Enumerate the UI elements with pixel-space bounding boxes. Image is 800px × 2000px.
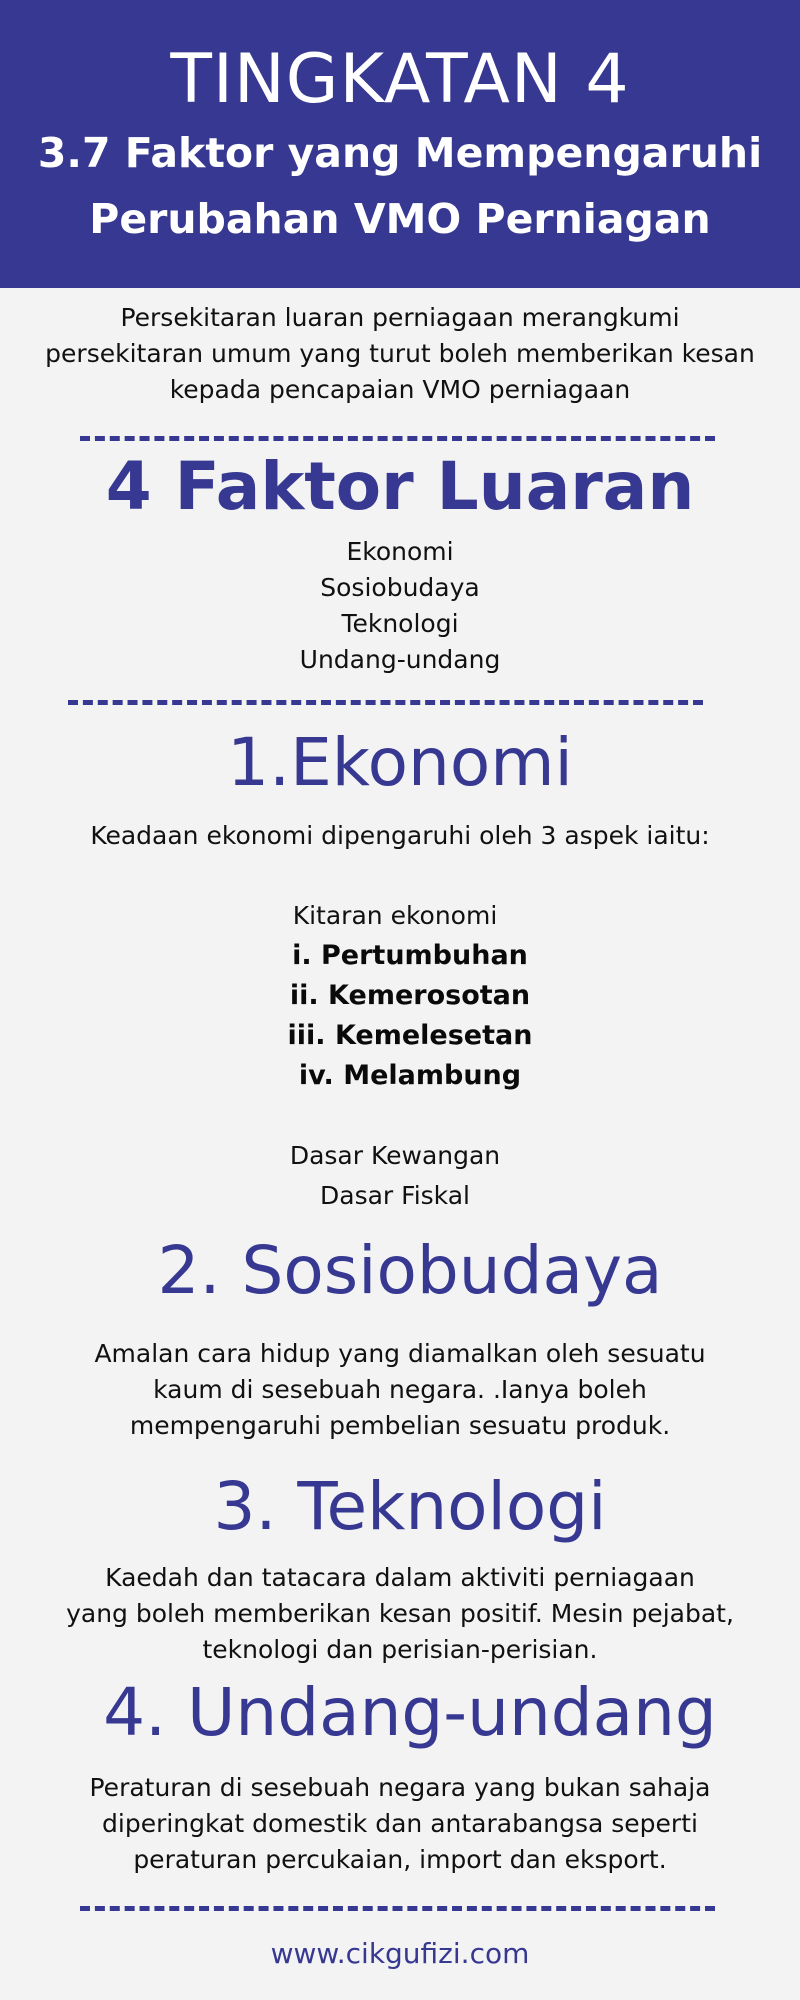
intro-line: kepada pencapaian VMO perniagaan <box>169 375 631 404</box>
sociocultural-heading: 2. Sosiobudaya <box>157 1232 663 1309</box>
monetary-policy: Dasar Kewangan <box>289 1141 501 1170</box>
factor-item-sosiobudaya: Sosiobudaya <box>320 573 480 602</box>
factors-list <box>0 534 800 678</box>
sociocultural-line: kaum di sesebuah negara. .Ianya boleh <box>153 1375 647 1404</box>
technology-line: Kaedah dan tatacara dalam aktiviti perniagaan <box>105 1563 695 1592</box>
technology-heading: 3. Teknologi <box>213 1468 607 1545</box>
sociocultural-paragraph <box>0 1336 800 1444</box>
topic-title <box>0 120 800 252</box>
level-title: TINGKATAN 4 <box>170 40 630 119</box>
intro-line: Persekitaran luaran perniagaan merangkumi <box>120 303 680 332</box>
law-line: peraturan percukaian, import dan eksport. <box>133 1845 667 1874</box>
economy-subtitle: Keadaan ekonomi dipengaruhi oleh 3 aspek iaitu: <box>90 821 710 850</box>
factors-heading: 4 Faktor Luaran <box>105 448 695 525</box>
technology-paragraph <box>0 1560 800 1668</box>
law-paragraph <box>0 1770 800 1878</box>
factor-item-undang-undang: Undang-undang <box>299 645 501 674</box>
economic-cycle-list <box>10 936 800 1096</box>
dashed-divider <box>80 1906 715 1911</box>
header-banner <box>0 0 800 288</box>
technology-line: teknologi dan perisian-perisian. <box>202 1635 598 1664</box>
topic-title-line-1: 3.7 Faktor yang Mempengaruhi <box>37 129 763 177</box>
dashed-divider <box>80 436 715 441</box>
sociocultural-line: Amalan cara hidup yang diamalkan oleh sesuatu <box>94 1339 706 1368</box>
intro-paragraph <box>0 300 800 408</box>
cycle-item-melambung: iv. Melambung <box>298 1060 522 1091</box>
law-line: diperingkat domestik dan antarabangsa seperti <box>102 1809 698 1838</box>
topic-title-line-2: Perubahan VMO Perniagan <box>89 195 711 243</box>
factor-item-teknologi: Teknologi <box>341 609 459 638</box>
cycle-item-kemerosotan: ii. Kemerosotan <box>289 980 531 1011</box>
factor-item-ekonomi: Ekonomi <box>346 537 454 566</box>
law-line: Peraturan di sesebuah negara yang bukan sahaja <box>89 1773 711 1802</box>
cycle-item-kemelesetan: iii. Kemelesetan <box>287 1020 533 1051</box>
cycle-item-pertumbuhan: i. Pertumbuhan <box>292 940 528 971</box>
law-heading: 4. Undang-undang <box>103 1674 717 1751</box>
economic-cycle-label: Kitaran ekonomi <box>292 901 498 930</box>
website-link[interactable]: www.cikgufizi.com <box>270 1937 530 1970</box>
dashed-divider <box>68 700 703 705</box>
sociocultural-line: mempengaruhi pembelian sesuatu produk. <box>129 1411 671 1440</box>
fiscal-policy: Dasar Fiskal <box>320 1181 470 1210</box>
intro-line: persekitaran umum yang turut boleh memberikan kesan <box>45 339 755 368</box>
economy-heading: 1.Ekonomi <box>227 724 573 801</box>
technology-line: yang boleh memberikan kesan positif. Mesin pejabat, <box>66 1599 734 1628</box>
